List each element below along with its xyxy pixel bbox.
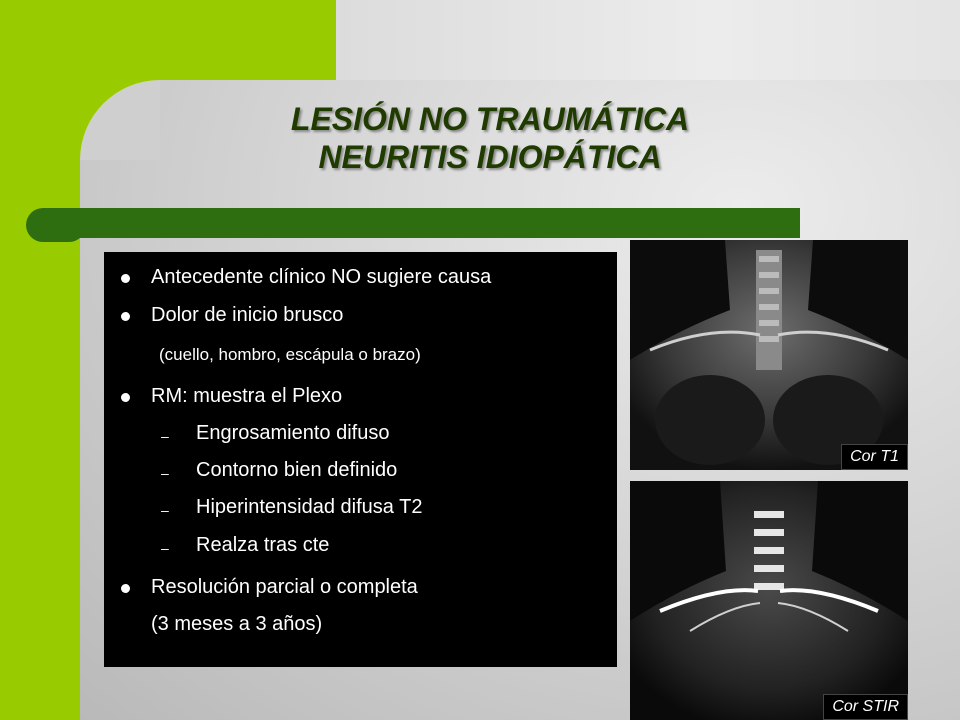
sub-contrast-enhancement: Realza tras cte: [196, 534, 330, 556]
title-line-2: NEURITIS IDIOPÁTICA: [318, 139, 662, 175]
stir-sequence-label: Cor STIR: [823, 694, 908, 720]
left-accent-bar: [0, 0, 80, 720]
rounded-corner: [80, 80, 160, 160]
pain-location-detail: (cuello, hombro, escápula o brazo): [159, 345, 421, 364]
dash-marker: –: [161, 465, 169, 481]
resolution-timeframe: (3 meses a 3 años): [151, 613, 323, 635]
dash-marker: –: [161, 428, 169, 444]
top-background: [336, 0, 960, 80]
bullet-dot: [121, 274, 130, 283]
t1-sequence-label: Cor T1: [841, 444, 908, 470]
divider-bar: [60, 208, 800, 238]
mri-coronal-t1-image: [630, 240, 908, 470]
bullet-clinical-history: Antecedente clínico NO sugiere causa: [151, 266, 492, 288]
sub-diffuse-thickening: Engrosamiento difuso: [196, 422, 390, 444]
dash-marker: –: [161, 540, 169, 556]
sub-well-defined-contour: Contorno bien definido: [196, 459, 398, 481]
bullet-mri-plexus: RM: muestra el Plexo: [151, 385, 343, 407]
mri-coronal-stir-image: [630, 481, 908, 720]
dash-marker: –: [161, 502, 169, 518]
bullet-dot: [121, 393, 130, 402]
sub-t2-hyperintensity: Hiperintensidad difusa T2: [196, 496, 423, 518]
bullet-dot: [121, 584, 130, 593]
title-line-1: LESIÓN NO TRAUMÁTICA: [290, 101, 690, 137]
bullet-dot: [121, 312, 130, 321]
bullet-list-box: [104, 252, 617, 667]
slide-title: [150, 100, 830, 176]
top-accent-block: [80, 0, 336, 80]
bullet-resolution: Resolución parcial o completa: [151, 576, 418, 598]
bullet-sudden-pain: Dolor de inicio brusco: [151, 304, 344, 326]
